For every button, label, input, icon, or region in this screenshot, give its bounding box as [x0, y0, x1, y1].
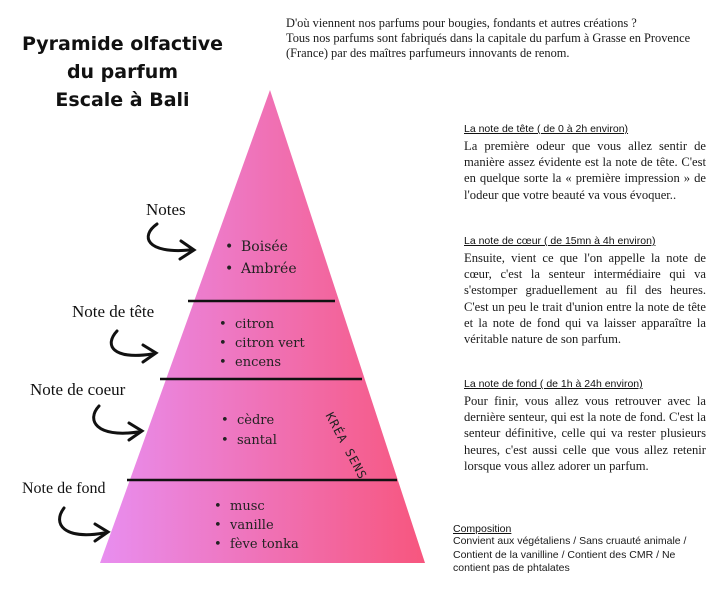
intro-paragraph: Tous nos parfums sont fabriqués dans la capitale du parfum à Grasse en Provence (France) par des maîtres parfumeurs innovants de renom. [286, 31, 691, 60]
title-line-3: Escale à Bali [55, 89, 190, 111]
note-fond-section [464, 378, 706, 474]
composition-section [453, 523, 709, 576]
note-coeur-heading: La note de cœur ( de 15mn à 4h environ) [464, 235, 656, 247]
label-note-de-tete: Note de tête [72, 302, 155, 321]
list-item: • citron vert [219, 334, 305, 353]
level-4-list [214, 497, 299, 554]
label-note-de-fond: Note de fond [22, 480, 106, 497]
composition-text: Convient aux végétaliens / Sans cruauté animale / Contient de la vanilline / Contient des CMR / Ne contient pas de phtalates [453, 535, 687, 574]
note-tete-heading: La note de tête ( de 0 à 2h environ) [464, 123, 629, 135]
list-item: • cèdre [221, 411, 277, 431]
note-fond-text: Pour finir, vous allez vous retrouver avec la dernière senteur, qui est la note de fond. C'est la senteur définitive, celle qui va rester plusieurs heures, c'est aussi celle que vous allez retenir lorsque vous allez adorer un parfum. [464, 394, 706, 473]
composition-heading: Composition [453, 523, 512, 535]
list-item: • musc [214, 497, 299, 516]
intro-question: D'où viennent nos parfums pour bougies, fondants et autres créations ? [286, 16, 637, 30]
list-item: • citron [219, 315, 305, 334]
arrow-icon-tete [111, 331, 156, 362]
arrow-icon-notes [148, 224, 194, 259]
list-item: • vanille [214, 516, 299, 535]
level-2-list [219, 315, 305, 372]
note-tete-section [464, 123, 706, 203]
note-coeur-section [464, 235, 706, 347]
list-item: • encens [219, 353, 305, 372]
note-tete-text: La première odeur que vous allez sentir de manière assez évidente est la note de tête. C'est en quelque sorte la « première impression » de l'odeur que votre beauté va vous évoquer.. [464, 139, 706, 202]
label-note-de-coeur: Note de coeur [30, 380, 126, 399]
label-notes: Notes [146, 200, 186, 219]
title-line-1: Pyramide olfactive [21, 33, 224, 55]
level-3-list [221, 411, 277, 451]
arrow-icon-fond [60, 508, 108, 541]
title-line-2: du parfum [66, 61, 179, 83]
level-1-list [225, 236, 297, 280]
list-item: • fève tonka [214, 535, 299, 554]
arrow-icon-coeur [94, 406, 142, 440]
note-fond-heading: La note de fond ( de 1h à 24h environ) [464, 378, 643, 390]
list-item: • Boisée [225, 236, 297, 258]
list-item: • Ambrée [225, 258, 297, 280]
list-item: • santal [221, 431, 277, 451]
brand-logo: KRÉA SENS [322, 410, 370, 482]
note-coeur-text: Ensuite, vient ce que l'on appelle la note de cœur, c'est la senteur intermédiaire qui va s'estomper graduellement au fil des heures. C'est un peu le trait d'union entre la note de tête et la note de fond qui va laisser apparaître la véritable nature de son parfum. [464, 251, 706, 347]
